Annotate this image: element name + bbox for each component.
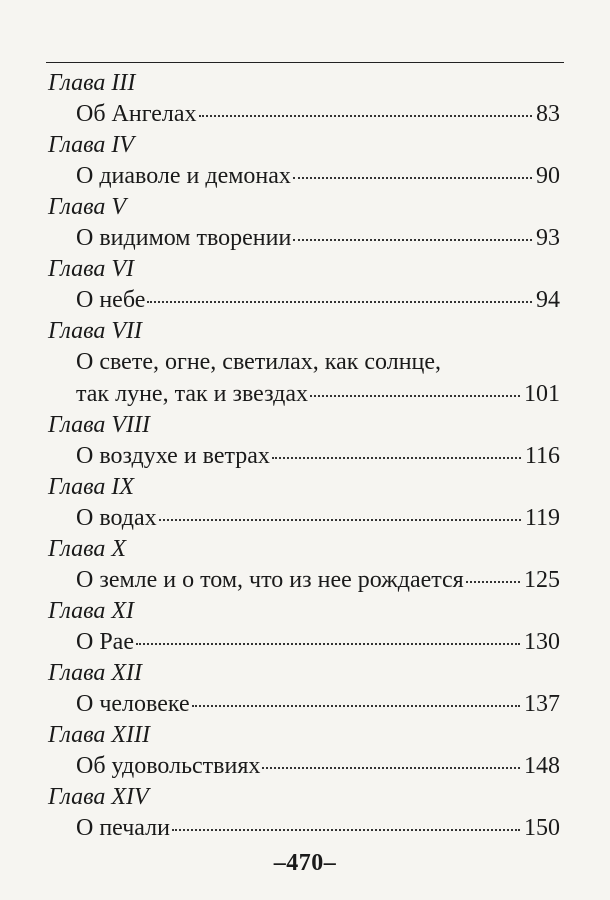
toc-entry (46, 596, 560, 658)
dot-leader (293, 239, 532, 241)
toc-title: О Рае (76, 629, 134, 655)
toc-title: О диаволе и демонах (76, 163, 291, 189)
toc-page-number: 119 (524, 505, 560, 531)
toc-page-number: 116 (524, 443, 560, 469)
chapter-heading: Глава VIII (48, 412, 151, 438)
toc-line (46, 160, 560, 192)
toc-title: О воздухе и ветрах (76, 443, 270, 469)
toc-page-number: 148 (524, 753, 560, 779)
toc-page-number: 137 (524, 691, 560, 717)
page-number: –470– (273, 850, 337, 876)
chapter-heading: Глава XII (48, 660, 143, 686)
toc-line (46, 688, 560, 720)
toc-title: О печали (76, 815, 170, 841)
toc-entry (46, 720, 560, 782)
dot-leader (159, 519, 521, 521)
dot-leader (147, 301, 532, 303)
toc-entry (46, 658, 560, 720)
toc-line (46, 502, 560, 534)
toc-line (46, 564, 560, 596)
toc-page-number: 150 (524, 815, 560, 841)
top-rule (46, 62, 564, 63)
toc-line (46, 626, 560, 658)
toc-entry (46, 782, 560, 844)
chapter-heading: Глава XI (48, 598, 135, 624)
toc-title: О водах (76, 505, 157, 531)
toc-entry (46, 472, 560, 534)
toc-page-number: 130 (524, 629, 560, 655)
toc-page-number: 101 (524, 381, 560, 407)
chapter-heading: Глава X (48, 536, 127, 562)
toc-line (46, 222, 560, 254)
toc-title: О земле и о том, что из нее рождается (76, 567, 464, 593)
toc-entry (46, 316, 560, 410)
chapter-heading: Глава XIV (48, 784, 149, 810)
toc-page-number: 83 (536, 101, 560, 127)
toc-title: О человеке (76, 691, 190, 717)
chapter-heading: Глава XIII (48, 722, 151, 748)
toc-line (46, 812, 560, 844)
toc-title: Об удовольствиях (76, 753, 261, 779)
toc-page-number: 94 (536, 287, 560, 313)
toc-line (46, 750, 560, 782)
dot-leader (310, 395, 520, 397)
dot-leader (466, 581, 520, 583)
toc-title: О свете, огне, светилах, как солнце, (76, 349, 442, 375)
chapter-heading: Глава VI (48, 256, 135, 282)
chapter-heading: Глава III (48, 70, 136, 96)
chapter-heading: Глава VII (48, 318, 143, 344)
chapter-heading: Глава IX (48, 474, 135, 500)
toc-page-number: 90 (536, 163, 560, 189)
dot-leader (272, 457, 521, 459)
toc-title: О небе (76, 287, 146, 313)
toc-line (46, 440, 560, 472)
toc-entry (46, 254, 560, 316)
toc-title: так луне, так и звездах (76, 381, 309, 407)
dot-leader (136, 643, 520, 645)
table-of-contents (46, 68, 560, 844)
chapter-heading: Глава V (48, 194, 127, 220)
toc-entry (46, 68, 560, 130)
toc-page-number: 93 (536, 225, 560, 251)
dot-leader (293, 177, 532, 179)
toc-entry (46, 130, 560, 192)
dot-leader (172, 829, 520, 831)
chapter-heading: Глава IV (48, 132, 135, 158)
toc-entry (46, 410, 560, 472)
toc-title: Об Ангелах (76, 101, 197, 127)
dot-leader (192, 705, 520, 707)
dot-leader (262, 767, 520, 769)
toc-line (46, 378, 560, 410)
toc-entry (46, 534, 560, 596)
toc-line (46, 98, 560, 130)
toc-title: О видимом творении (76, 225, 292, 251)
toc-page-number: 125 (524, 567, 560, 593)
toc-line (46, 284, 560, 316)
dot-leader (199, 115, 532, 117)
toc-entry (46, 192, 560, 254)
